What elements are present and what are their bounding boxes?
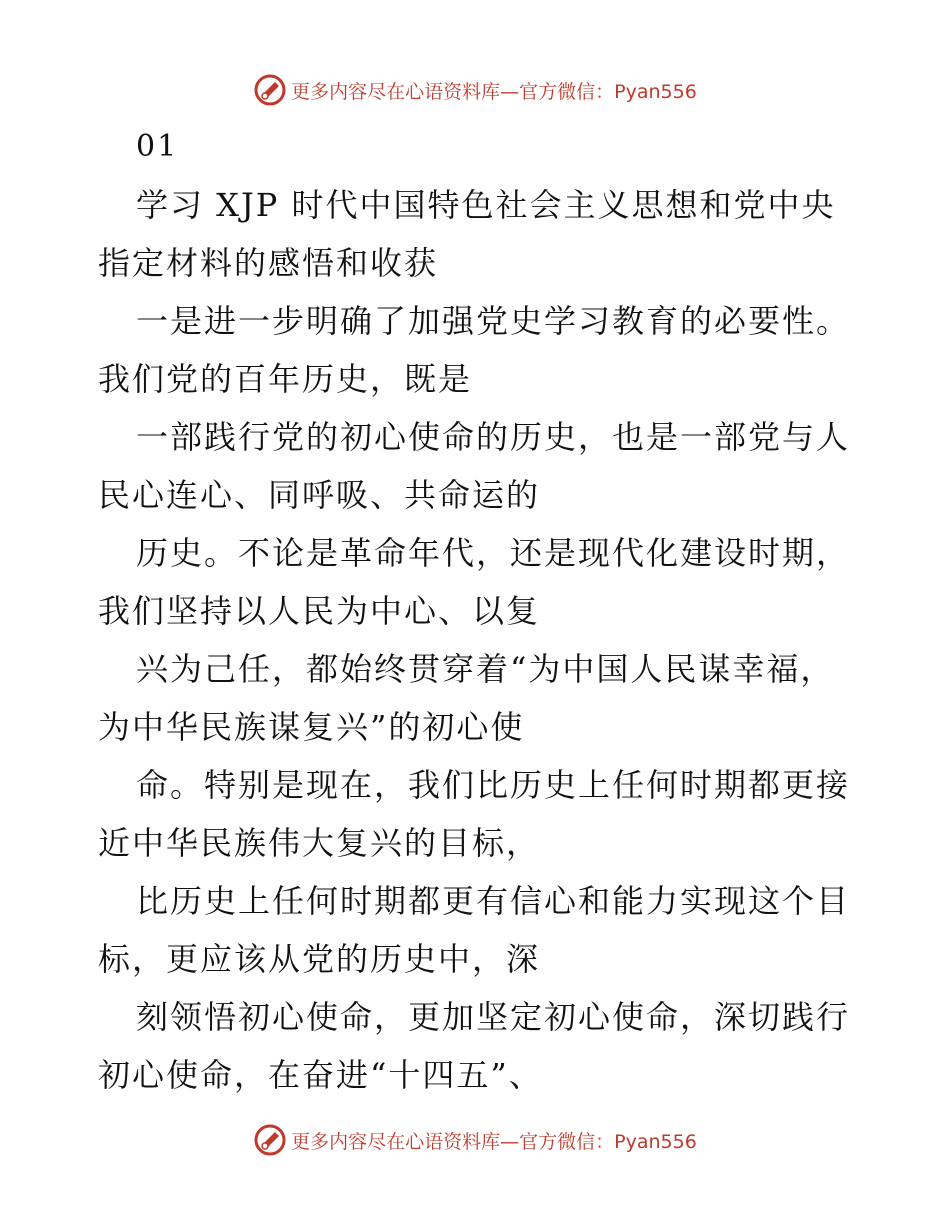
watermark-text: 更多内容尽在心语资料库—官方微信：Pyan556 [291, 80, 697, 103]
text-line: 比历史上任何时期都更有信心和能力实现这个目 [136, 882, 851, 920]
text-line: 一是进一步明确了加强党史学习教育的必要性。 [136, 302, 851, 340]
text-line: 刻领悟初心使命，更加坚定初心使命，深切践行 [136, 998, 851, 1036]
text-line: 标，更应该从党的历史中，深 [98, 940, 541, 978]
text-line: 我们坚持以人民为中心、以复 [98, 592, 541, 630]
text-line: 我们党的百年历史，既是 [98, 360, 473, 398]
text-line: 一部践行党的初心使命的历史，也是一部党与人 [136, 418, 851, 456]
text-line: 学习 XJP 时代中国特色社会主义思想和党中央 [136, 186, 836, 224]
text-line: 指定材料的感悟和收获 [98, 244, 439, 282]
watermark-text: 更多内容尽在心语资料库—官方微信：Pyan556 [291, 1130, 697, 1153]
text-line: 兴为己任，都始终贯穿着“为中国人民谋幸福， [136, 650, 835, 688]
text-line: 民心连心、同呼吸、共命运的 [98, 476, 541, 514]
footer-watermark [0, 1120, 950, 1160]
text-line: 近中华民族伟大复兴的目标， [98, 824, 541, 862]
logo-icon [253, 1123, 287, 1157]
logo-icon [253, 73, 287, 107]
document-body [98, 118, 858, 1104]
text-line: 初心使命，在奋进“十四五”、 [98, 1056, 543, 1094]
text-line: 命。特别是现在，我们比历史上任何时期都更接 [136, 766, 851, 804]
text-line: 历史。不论是革命年代，还是现代化建设时期， [136, 534, 851, 572]
text-line: 01 [136, 129, 179, 164]
header-watermark [0, 70, 950, 110]
text-line: 为中华民族谋复兴”的初心使 [98, 708, 525, 746]
